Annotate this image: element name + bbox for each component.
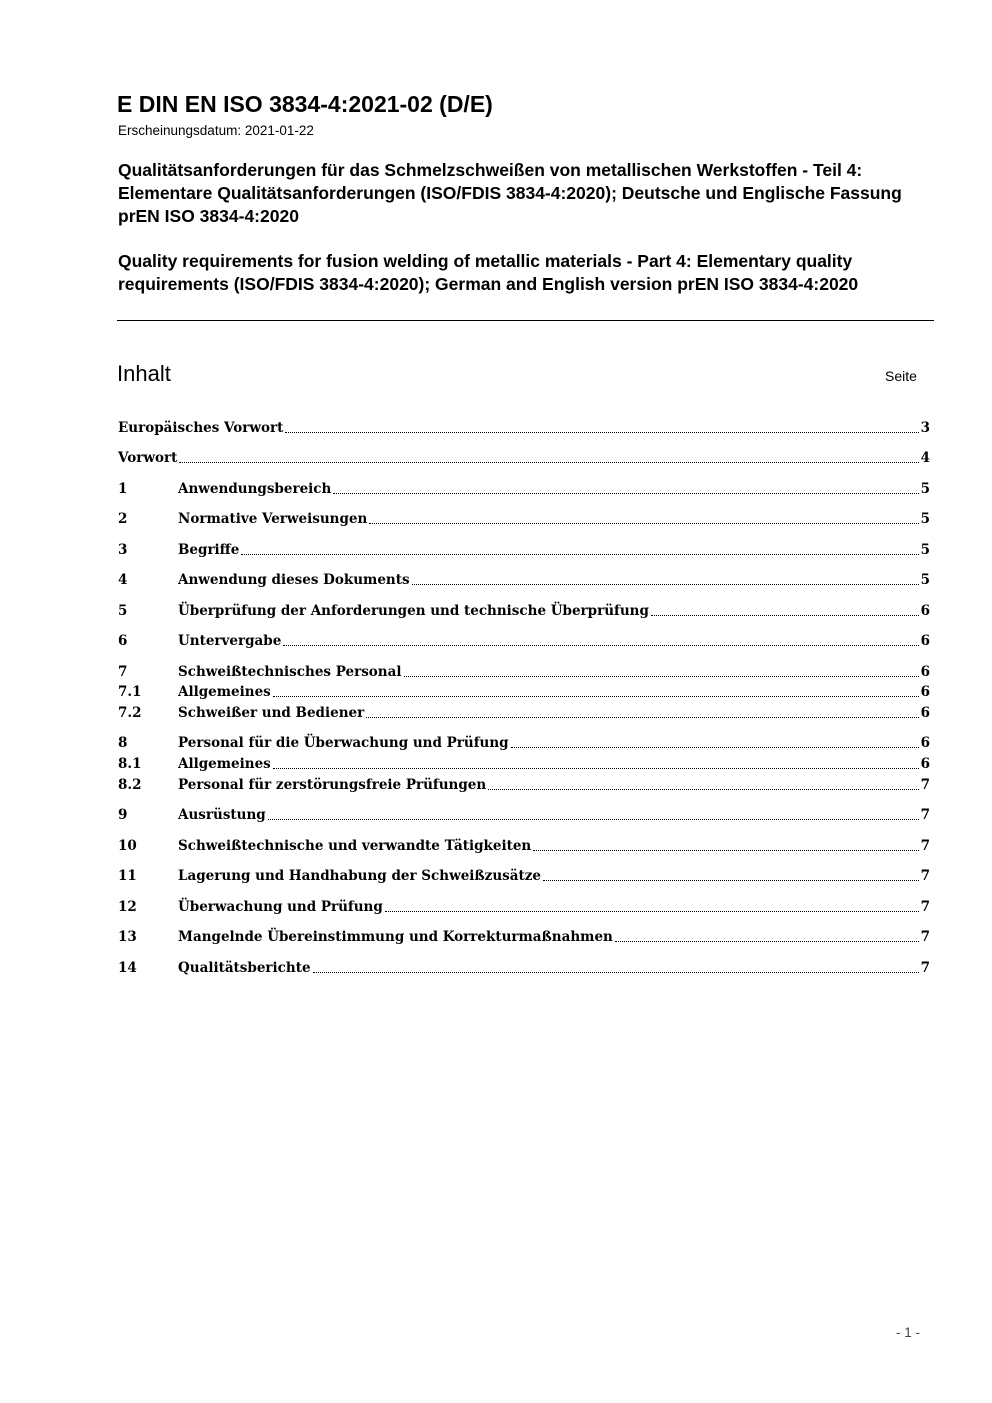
- dot-leader: [511, 746, 919, 748]
- dot-leader: [179, 461, 918, 463]
- dot-leader: [283, 644, 918, 646]
- toc-entry-number: 14: [118, 960, 137, 976]
- toc-entry-label: Normative Verweisungen: [178, 511, 368, 527]
- title-english: Quality requirements for fusion welding of metallic materials - Part 4: Elementary quality requirements (ISO/FDIS 3834-4:2020); German and English version prEN ISO 3834-4:2020: [118, 251, 859, 294]
- toc-entry[interactable]: [118, 927, 930, 947]
- toc-entry-number: 10: [118, 838, 137, 854]
- toc-entry-number: 3: [118, 542, 128, 558]
- toc-entry[interactable]: [118, 897, 930, 917]
- toc-entry-number: 7.1: [118, 684, 142, 700]
- toc-entry[interactable]: [118, 509, 930, 529]
- toc-entry-label: Allgemeines: [178, 756, 271, 772]
- publication-date: Erscheinungsdatum: 2021-01-22: [118, 123, 314, 138]
- toc-entry-label: Untervergabe: [178, 633, 282, 649]
- toc-entry-page: 5: [920, 481, 930, 497]
- toc-entry-page: 6: [920, 633, 930, 649]
- toc-entry-page: 6: [920, 735, 930, 751]
- toc-entry-number: 7.2: [118, 705, 142, 721]
- toc-entry-label: Schweißer und Bediener: [178, 705, 365, 721]
- title-german: Qualitätsanforderungen für das Schmelzschweißen von metallischen Werkstoffen - Teil 4: Elementare Qualitätsanforderungen (ISO/FDIS 3834-4:2020); Deutsche und Englische Fassung prEN ISO 3834-4:2020: [118, 160, 902, 226]
- toc-entry-number: 13: [118, 929, 137, 945]
- toc-entry-number: 1: [118, 481, 128, 497]
- dot-leader: [273, 695, 919, 697]
- toc-entry-page: 7: [920, 807, 930, 823]
- toc-entry-page: 3: [920, 420, 930, 436]
- toc-entry-number: 11: [118, 868, 137, 884]
- toc-entry-page: 7: [920, 899, 930, 915]
- toc-entry[interactable]: [118, 631, 930, 651]
- toc-entry-label: Überwachung und Prüfung: [178, 899, 383, 915]
- toc-entry-page: 7: [920, 960, 930, 976]
- toc-entry[interactable]: [118, 836, 930, 856]
- toc-entry-page: 6: [920, 603, 930, 619]
- toc-entry-page: 5: [920, 542, 930, 558]
- toc-entry[interactable]: [118, 570, 930, 590]
- dot-leader: [369, 522, 918, 524]
- toc-entry-number: 2: [118, 511, 128, 527]
- toc-entry-label: Personal für zerstörungsfreie Prüfungen: [178, 777, 487, 793]
- toc-entry[interactable]: [118, 775, 930, 795]
- toc-entry-number: 7: [118, 664, 128, 680]
- toc-entry-number: 8.2: [118, 777, 142, 793]
- toc-entry[interactable]: [118, 733, 930, 753]
- toc-entry-page: 7: [920, 868, 930, 884]
- toc-entry-number: 8.1: [118, 756, 142, 772]
- toc-entry-label: Schweißtechnisches Personal: [178, 664, 402, 680]
- toc-entry-page: 7: [920, 838, 930, 854]
- toc-entry-label: Europäisches Vorwort: [118, 420, 284, 436]
- toc-entry-label: Überprüfung der Anforderungen und technische Überprüfung: [178, 603, 649, 619]
- toc-entry[interactable]: [118, 448, 930, 468]
- toc-entry-label: Allgemeines: [178, 684, 271, 700]
- toc-entry-number: 4: [118, 572, 128, 588]
- dot-leader: [412, 583, 919, 585]
- toc-entry[interactable]: [118, 479, 930, 499]
- document-id: E DIN EN ISO 3834-4:2021-02 (D/E): [117, 91, 493, 117]
- dot-leader: [404, 675, 919, 677]
- toc-entry-number: 5: [118, 603, 128, 619]
- toc-entry[interactable]: [118, 866, 930, 886]
- dot-leader: [285, 431, 918, 433]
- toc-entry-number: 6: [118, 633, 128, 649]
- toc-entry-page: 5: [920, 572, 930, 588]
- toc-entry[interactable]: [118, 703, 930, 723]
- toc-page-column-heading: Seite: [885, 368, 917, 384]
- toc-entry-number: 8: [118, 735, 128, 751]
- toc-entry[interactable]: [118, 754, 930, 774]
- toc-entry[interactable]: [118, 418, 930, 438]
- dot-leader: [366, 716, 918, 718]
- toc-entry[interactable]: [118, 662, 930, 682]
- toc-entry-label: Anwendung dieses Dokuments: [178, 572, 410, 588]
- toc-entry-label: Anwendungsbereich: [178, 481, 332, 497]
- dot-leader: [533, 849, 918, 851]
- toc-entry-page: 4: [920, 450, 930, 466]
- toc-entry-label: Qualitätsberichte: [178, 960, 311, 976]
- dot-leader: [385, 910, 919, 912]
- toc-entry-label: Begriffe: [178, 542, 240, 558]
- toc-entry-label: Personal für die Überwachung und Prüfung: [178, 735, 509, 751]
- toc-entry-page: 6: [920, 664, 930, 680]
- title-divider: [117, 320, 934, 321]
- dot-leader: [268, 818, 919, 820]
- dot-leader: [488, 788, 918, 790]
- dot-leader: [651, 614, 919, 616]
- toc-entry-page: 6: [920, 756, 930, 772]
- toc-entry[interactable]: [118, 805, 930, 825]
- toc-entry-label: Ausrüstung: [178, 807, 266, 823]
- toc-entry-label: Schweißtechnische und verwandte Tätigkeiten: [178, 838, 532, 854]
- toc-entry[interactable]: [118, 682, 930, 702]
- page-number: - 1 -: [896, 1325, 921, 1340]
- toc-entry-label: Mangelnde Übereinstimmung und Korrekturmaßnahmen: [178, 929, 613, 945]
- toc-entry-page: 5: [920, 511, 930, 527]
- toc-entry[interactable]: [118, 958, 930, 978]
- toc-heading: Inhalt: [117, 361, 171, 386]
- toc-entry-page: 7: [920, 777, 930, 793]
- toc-entry[interactable]: [118, 540, 930, 560]
- toc-entry-page: 6: [920, 705, 930, 721]
- dot-leader: [615, 940, 919, 942]
- dot-leader: [313, 971, 919, 973]
- toc-entry-number: 12: [118, 899, 137, 915]
- toc-entry-label: Vorwort: [118, 450, 178, 466]
- dot-leader: [543, 879, 919, 881]
- dot-leader: [273, 767, 919, 769]
- toc-entry[interactable]: [118, 601, 930, 621]
- dot-leader: [241, 553, 918, 555]
- toc-entry-page: 7: [920, 929, 930, 945]
- toc-entry-label: Lagerung und Handhabung der Schweißzusätze: [178, 868, 541, 884]
- dot-leader: [333, 492, 918, 494]
- toc-entry-page: 6: [920, 684, 930, 700]
- toc-entry-number: 9: [118, 807, 128, 823]
